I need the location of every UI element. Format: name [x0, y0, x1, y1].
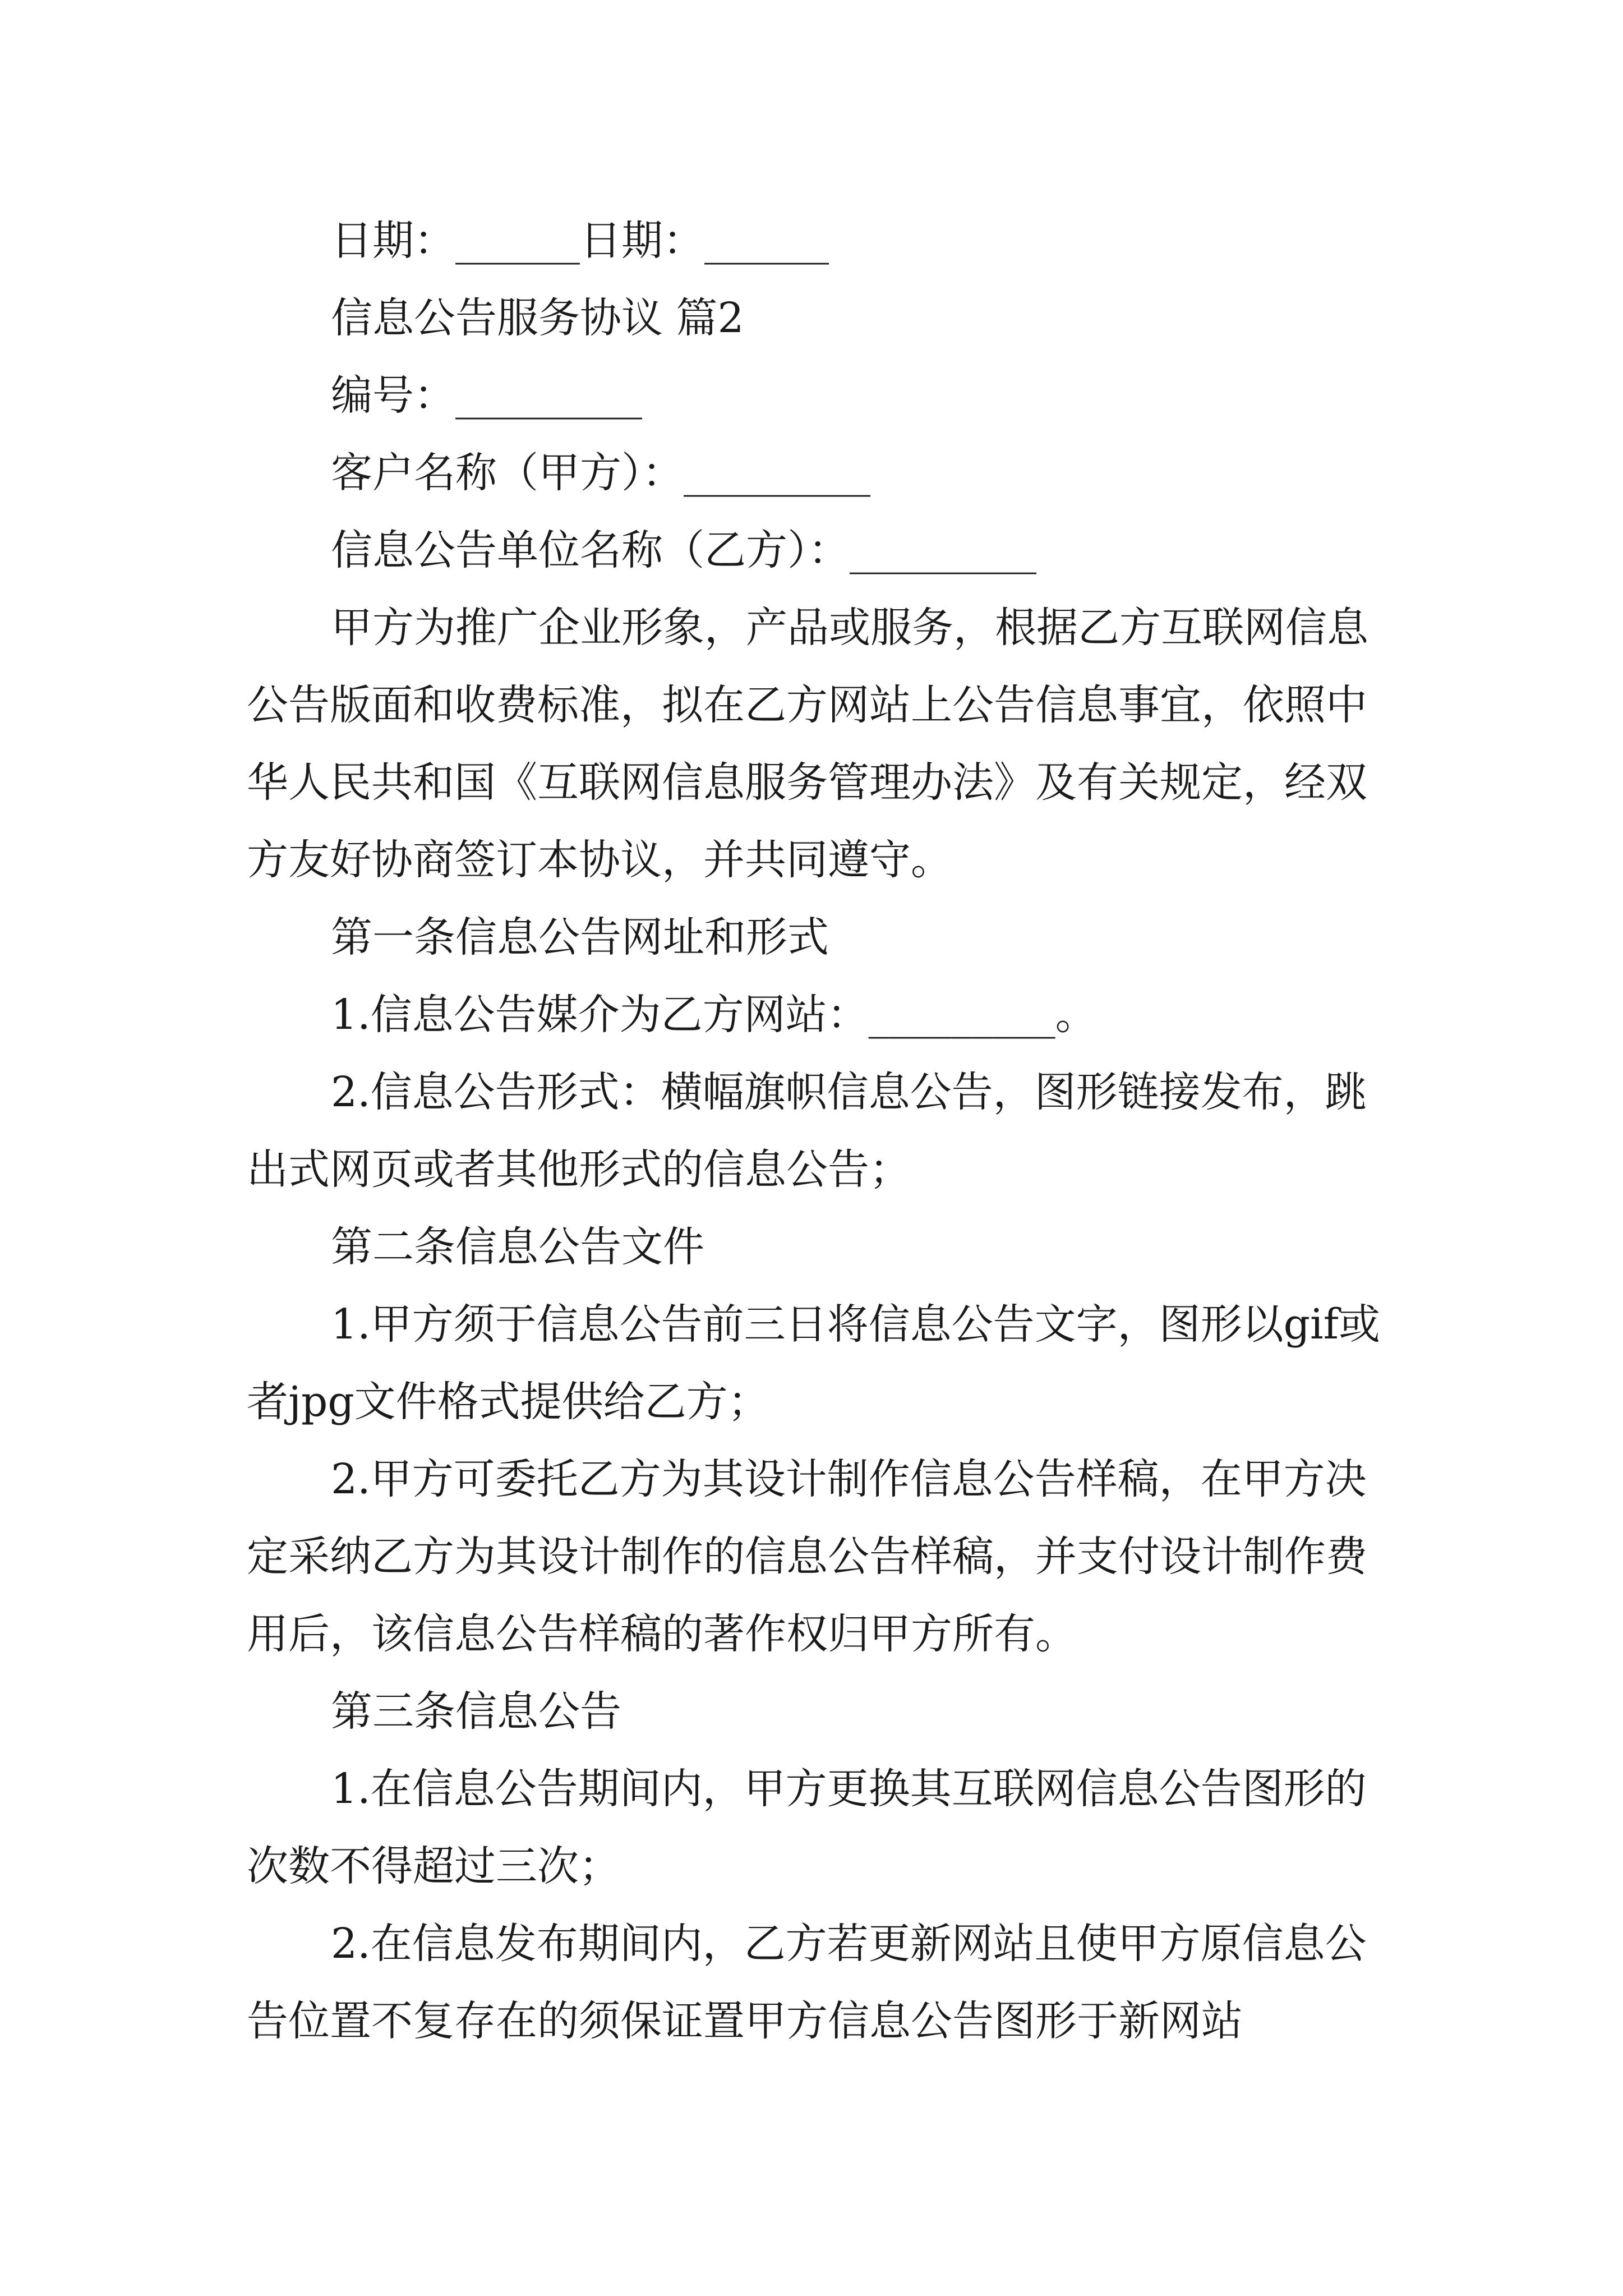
article-1-item-1: 1.信息公告媒介为乙方网站：_________。	[331, 991, 1097, 1039]
article-1-heading: 第一条信息公告网址和形式	[331, 913, 829, 961]
article-1-item-2: 2.信息公告形式：横幅旗帜信息公告，图形链接发布，跳出式网页或者其他形式的信息公告；	[247, 1068, 1367, 1194]
document-body	[247, 202, 1391, 2060]
intro-paragraph: 甲方为推广企业形象，产品或服务，根据乙方互联网信息公告版面和收费标准，拟在乙方网站上公告信息事宜，依照中华人民共和国《互联网信息服务管理办法》及有关规定，经双方友好协商签订本协议，并共同遵守。	[247, 604, 1368, 884]
party-a-name: 客户名称（甲方）：_________	[331, 449, 870, 497]
article-2-heading: 第二条信息公告文件	[331, 1223, 704, 1271]
article-3-item-2: 2.在信息发布期间内，乙方若更新网站且使甲方原信息公告位置不复存在的须保证置甲方信息公告图形于新网站	[247, 1920, 1367, 2045]
article-3-heading: 第三条信息公告	[331, 1687, 621, 1736]
signature-dates: 日期：______日期：______	[331, 217, 829, 265]
article-2-item-2: 2.甲方可委托乙方为其设计制作信息公告样稿，在甲方决定采纳乙方为其设计制作的信息公告样稿，并支付设计制作费用后，该信息公告样稿的著作权归甲方所有。	[247, 1455, 1367, 1658]
article-2-item-1: 1.甲方须于信息公告前三日将信息公告文字，图形以gif或者jpg文件格式提供给乙方；	[247, 1300, 1381, 1426]
party-b-name: 信息公告单位名称（乙方）：_________	[331, 526, 1036, 574]
agreement-number: 编号：_________	[331, 371, 642, 420]
article-3-item-1: 1.在信息公告期间内，甲方更换其互联网信息公告图形的次数不得超过三次；	[247, 1765, 1367, 1890]
agreement-title: 信息公告服务协议 篇2	[331, 294, 744, 342]
